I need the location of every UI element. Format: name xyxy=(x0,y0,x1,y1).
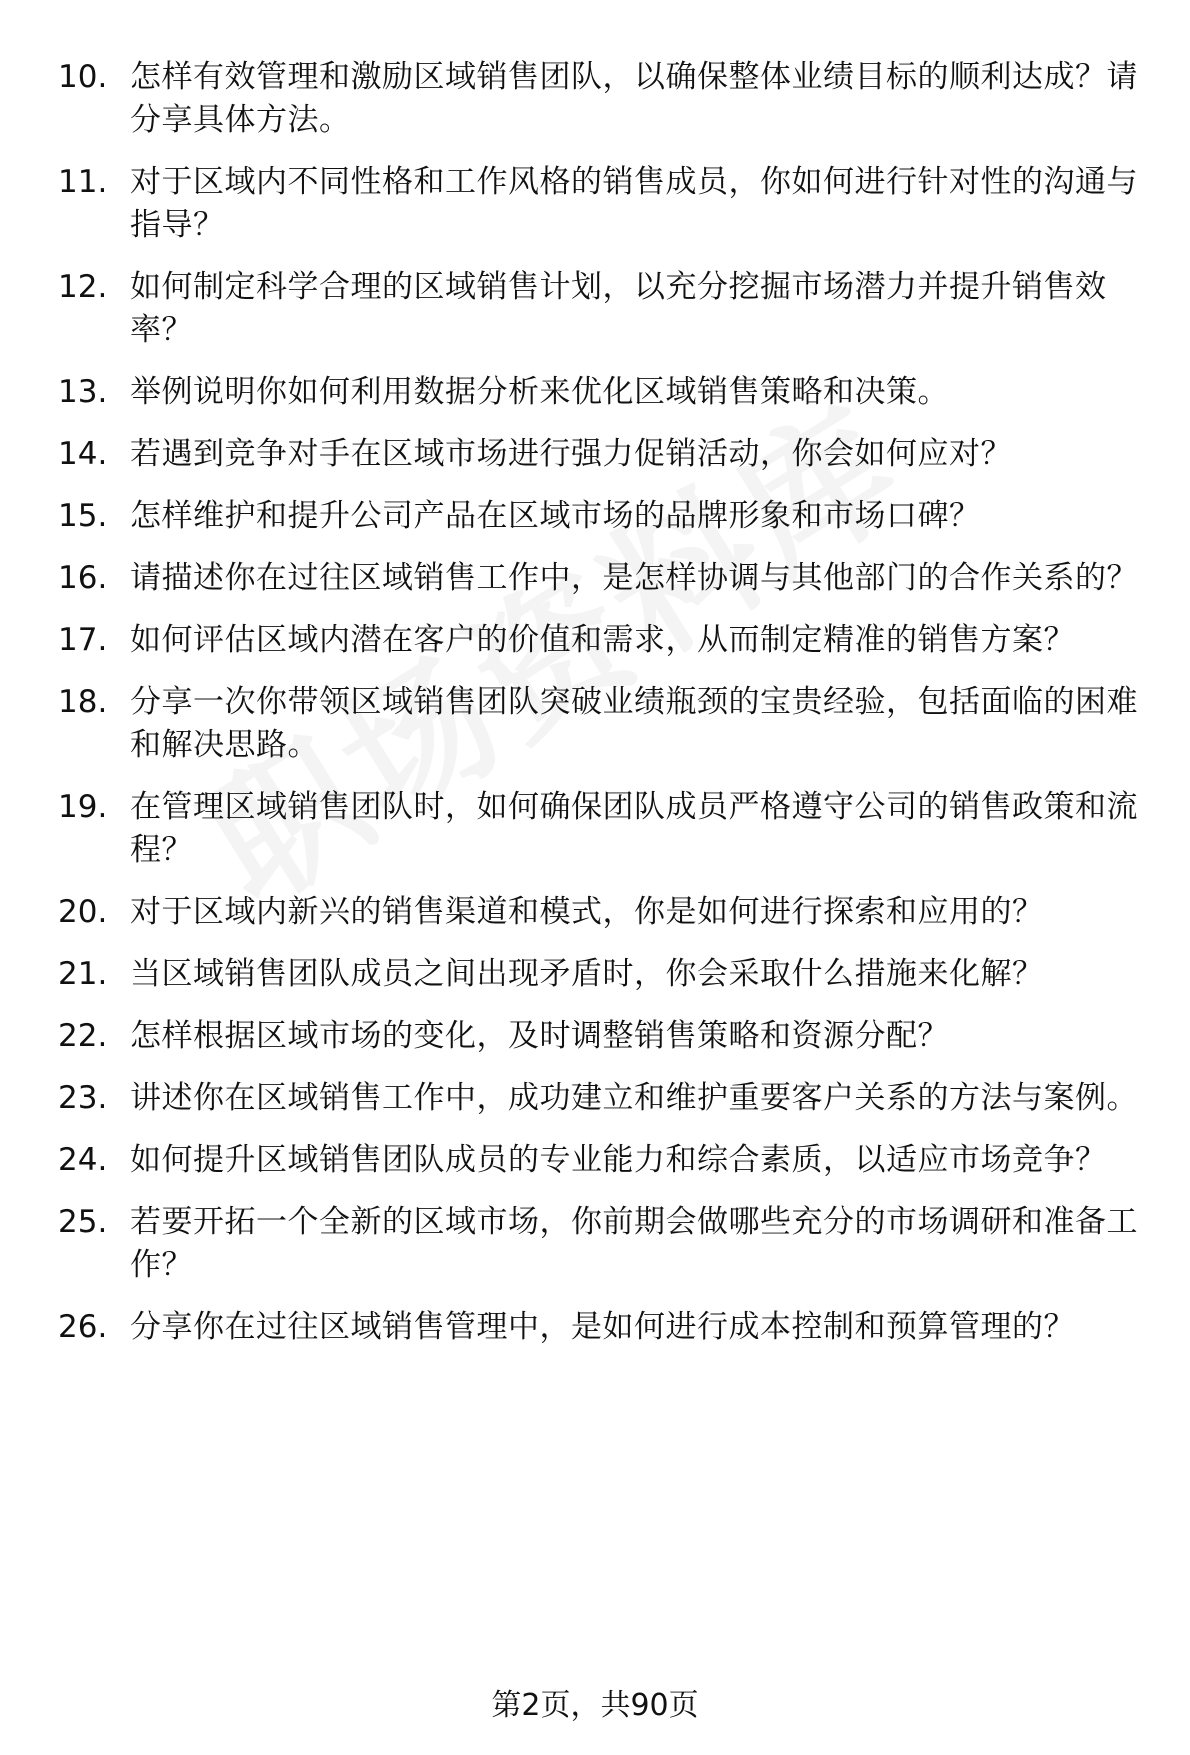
question-text: 怎样根据区域市场的变化，及时调整销售策略和资源分配？ xyxy=(130,1018,949,1054)
list-item xyxy=(0,161,1190,247)
question-text: 在管理区域销售团队时，如何确保团队成员严格遵守公司的销售政策和流程？ xyxy=(130,789,1138,868)
question-text: 当区域销售团队成员之间出现矛盾时，你会采取什么措施来化解？ xyxy=(130,956,1044,992)
question-text: 举例说明你如何利用数据分析来优化区域销售策略和决策。 xyxy=(130,374,949,410)
list-item xyxy=(0,681,1190,767)
list-item xyxy=(0,433,1190,476)
question-text: 分享你在过往区域销售管理中，是如何进行成本控制和预算管理的？ xyxy=(130,1309,1075,1345)
list-item xyxy=(0,786,1190,872)
question-number: 16. xyxy=(58,560,108,596)
question-text: 分享一次你带领区域销售团队突破业绩瓶颈的宝贵经验，包括面临的困难和解决思路。 xyxy=(130,684,1138,763)
question-text: 对于区域内不同性格和工作风格的销售成员，你如何进行针对性的沟通与指导？ xyxy=(130,164,1138,243)
question-text: 若要开拓一个全新的区域市场，你前期会做哪些充分的市场调研和准备工作？ xyxy=(130,1204,1138,1283)
question-number: 14. xyxy=(58,436,108,472)
list-item xyxy=(0,891,1190,934)
list-item xyxy=(0,266,1190,352)
list-item xyxy=(0,557,1190,600)
question-number: 22. xyxy=(58,1018,108,1054)
question-number: 15. xyxy=(58,498,108,534)
question-number: 19. xyxy=(58,789,108,825)
question-text: 如何提升区域销售团队成员的专业能力和综合素质，以适应市场竞争？ xyxy=(130,1142,1107,1178)
question-number: 17. xyxy=(58,622,108,658)
question-text: 请描述你在过往区域销售工作中，是怎样协调与其他部门的合作关系的？ xyxy=(130,560,1138,596)
question-number: 18. xyxy=(58,684,108,720)
list-item xyxy=(0,495,1190,538)
question-number: 11. xyxy=(58,164,108,200)
list-item xyxy=(0,56,1190,142)
question-text: 对于区域内新兴的销售渠道和模式，你是如何进行探索和应用的？ xyxy=(130,894,1044,930)
question-number: 13. xyxy=(58,374,108,410)
list-item xyxy=(0,1139,1190,1182)
list-item xyxy=(0,1306,1190,1349)
question-number: 21. xyxy=(58,956,108,992)
question-text: 怎样维护和提升公司产品在区域市场的品牌形象和市场口碑？ xyxy=(130,498,981,534)
question-text: 若遇到竞争对手在区域市场进行强力促销活动，你会如何应对？ xyxy=(130,436,1012,472)
list-item xyxy=(0,1077,1190,1120)
question-number: 12. xyxy=(58,269,108,305)
list-item xyxy=(0,953,1190,996)
list-item xyxy=(0,371,1190,414)
question-number: 24. xyxy=(58,1142,108,1178)
list-item xyxy=(0,1201,1190,1287)
page-footer xyxy=(0,1686,1190,1726)
question-number: 25. xyxy=(58,1204,108,1240)
question-text: 如何制定科学合理的区域销售计划，以充分挖掘市场潜力并提升销售效率？ xyxy=(130,269,1107,348)
page-number-label: 第2页，共90页 xyxy=(491,1688,699,1723)
question-list xyxy=(0,56,1190,1368)
list-item xyxy=(0,1015,1190,1058)
question-number: 10. xyxy=(58,59,108,95)
question-text: 讲述你在区域销售工作中，成功建立和维护重要客户关系的方法与案例。 xyxy=(130,1080,1138,1116)
question-text: 怎样有效管理和激励区域销售团队，以确保整体业绩目标的顺利达成？请分享具体方法。 xyxy=(130,59,1138,138)
question-number: 26. xyxy=(58,1309,108,1345)
question-number: 20. xyxy=(58,894,108,930)
question-number: 23. xyxy=(58,1080,108,1116)
list-item xyxy=(0,619,1190,662)
question-text: 如何评估区域内潜在客户的价值和需求，从而制定精准的销售方案？ xyxy=(130,622,1075,658)
